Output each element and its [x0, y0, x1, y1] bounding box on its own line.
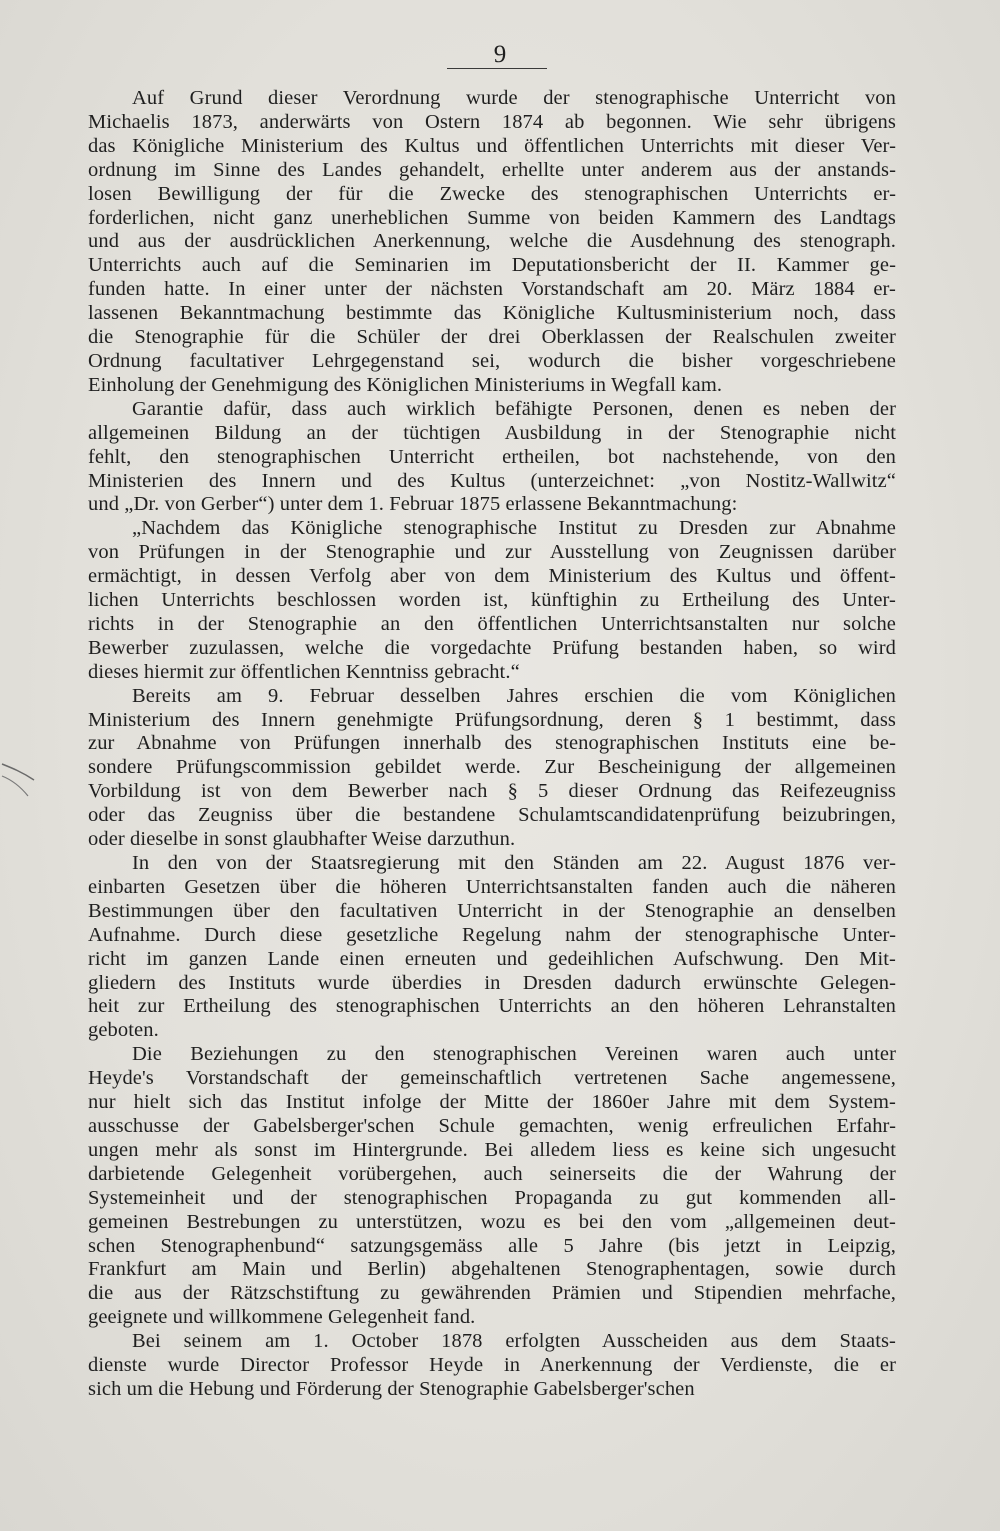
text-line: Bereits am 9. Februar desselben Jahres erschien die vom Königlichen — [132, 684, 896, 707]
text-line: Aufnahme. Durch diese gesetzliche Regelung nahm der stenographische Unter- — [88, 923, 896, 946]
text-line: Bewerber zuzulassen, welche die vorgedachte Prüfung bestanden haben, so wird — [88, 636, 896, 659]
text-line: schen Stenographenbund“ satzungsgemäss alle 5 Jahre (bis jetzt in Leipzig, — [88, 1234, 896, 1257]
text-line: heit zur Ertheilung des stenographischen Unterrichts an den höheren Lehranstalten — [88, 995, 896, 1018]
text-line: gemeinen Bestrebungen zu unterstützen, wozu es bei den vom „allgemeinen deut- — [88, 1210, 896, 1233]
text-line: geboten. — [88, 1019, 159, 1042]
text-line: oder das Zeugniss über die bestandene Schulamtscandidatenprüfung beizubringen, — [88, 804, 896, 827]
text-line: darbietende Gelegenheit vorübergehen, auch seinerseits die der Wahrung der — [88, 1162, 896, 1185]
text-line: geeignete und willkommene Gelegenheit fand. — [88, 1306, 476, 1329]
text-line: In den von der Staatsregierung mit den Ständen am 22. August 1876 ver- — [132, 852, 896, 874]
text-line: Ministerium des Innern genehmigte Prüfungsordnung, deren § 1 bestimmt, dass — [88, 708, 896, 731]
text-line: ausschusse der Gabelsberger'schen Schule gemachten, wenig erfreulichen Erfahr- — [88, 1114, 896, 1137]
text-line: von Prüfungen in der Stenographie und zur Ausstellung von Zeugnissen darüber — [88, 541, 896, 564]
text-line: Heyde's Vorstandschaft der gemeinschaftlich vertretenen Sache angemessene, — [88, 1067, 896, 1090]
text-line: Vorbildung ist von dem Bewerber nach § 5 dieser Ordnung das Reifezeugniss — [88, 780, 896, 803]
text-line: oder dieselbe in sonst glaubhafter Weise darzuthun. — [88, 828, 516, 851]
text-line: Ordnung facultativer Lehrgegenstand sei, wodurch die bisher vorgeschriebene — [88, 349, 896, 372]
text-line: nur hielt sich das Institut infolge der Mitte der 1860er Jahre mit dem System- — [88, 1091, 896, 1114]
text-line: und „Dr. von Gerber“) unter dem 1. Februar 1875 erlassene Bekanntmachung: — [88, 493, 738, 516]
text-line: das Königliche Ministerium des Kultus und öffentlichen Unterrichts mit dieser Ver- — [88, 134, 896, 157]
text-line: zur Abnahme von Prüfungen innerhalb des stenographischen Instituts eine be- — [88, 732, 896, 755]
margin-scan-mark — [0, 760, 40, 800]
text-line: ungen mehr als sonst im Hintergrunde. Bei alledem liess es keine sich ungesucht — [88, 1138, 896, 1161]
text-line: richts in der Stenographie an den öffentlichen Unterrichtsanstalten nur solche — [88, 612, 896, 635]
page-number-rule — [447, 68, 547, 69]
text-line: und aus der ausdrücklichen Anerkennung, welche die Ausdehnung des stenograph. — [88, 230, 896, 253]
text-line: richt im ganzen Lande einen erneuten und gedeihlichen Aufschwung. Den Mit- — [88, 947, 896, 970]
page-number: 9 — [493, 41, 507, 68]
text-line: Auf Grund dieser Verordnung wurde der stenographische Unterricht von — [132, 87, 896, 109]
text-line: die Stenographie für die Schüler der drei Oberklassen der Realschulen zweiter — [88, 326, 896, 349]
text-line: Frankfurt am Main und Berlin) abgehaltenen Stenographentagen, sowie durch — [88, 1258, 896, 1281]
text-line: lichen Unterrichts beschlossen worden ist, künftighin zu Ertheilung des Unter- — [88, 589, 896, 612]
body-text — [88, 87, 896, 1402]
text-line: Michaelis 1873, anderwärts von Ostern 1874 ab begonnen. Wie sehr übrigens — [88, 110, 896, 133]
text-line: Die Beziehungen zu den stenographischen Vereinen waren auch unter — [132, 1043, 896, 1066]
text-line: Bei seinem am 1. October 1878 erfolgten Ausscheiden aus dem Staats- — [132, 1330, 896, 1353]
text-line: ordnung im Sinne des Landes gehandelt, erhellte unter anderem aus der anstands- — [88, 158, 896, 181]
text-line: funden hatte. In einer unter der nächsten Vorstandschaft am 20. März 1884 er- — [88, 278, 896, 301]
text-line: Einholung der Genehmigung des Königlichen Ministeriums in Wegfall kam. — [88, 373, 723, 396]
text-line: „Nachdem das Königliche stenographische Institut zu Dresden zur Abnahme — [132, 517, 896, 540]
text-line: lassenen Bekanntmachung bestimmte das Königliche Kultusministerium noch, dass — [88, 302, 896, 325]
text-line: sondere Prüfungscommission gebildet werde. Zur Bescheinigung der allgemeinen — [88, 756, 896, 779]
text-line: Systemeinheit und der stenographischen Propaganda zu gut kommenden all- — [88, 1186, 896, 1209]
text-line: fehlt, den stenographischen Unterricht ertheilen, bot nachstehende, von den — [88, 445, 896, 468]
text-line: Unterrichts auch auf die Seminarien im Deputationsbericht der II. Kammer ge- — [88, 254, 896, 277]
text-line: dieses hiermit zur öffentlichen Kenntniss gebracht.“ — [88, 660, 520, 683]
text-line: forderlichen, nicht ganz unerheblichen Summe von beiden Kammern des Landtags — [88, 206, 896, 229]
text-line: losen Bewilligung der für die Zwecke des stenographischen Unterrichts er- — [88, 182, 896, 205]
text-line: einbarten Gesetzen über die höheren Unterrichtsanstalten fanden auch die näheren — [88, 875, 896, 898]
text-line: Bestimmungen über den facultativen Unterricht in der Stenographie an denselben — [88, 899, 896, 922]
text-line: Ministerien des Innern und des Kultus (unterzeichnet: „von Nostitz-Wallwitz“ — [88, 469, 896, 492]
text-line: gliedern des Instituts wurde überdies in Dresden dadurch erwünschte Gelegen- — [88, 971, 896, 994]
text-line: ermächtigt, in dessen Verfolg aber von dem Ministerium des Kultus und öffent- — [88, 565, 896, 588]
text-line: allgemeinen Bildung an der tüchtigen Ausbildung in der Stenographie nicht — [88, 421, 896, 444]
text-line: sich um die Hebung und Förderung der Stenographie Gabelsberger'schen — [88, 1377, 695, 1400]
text-line: die aus der Rätzschstiftung zu gewährenden Prämien und Stipendien mehrfache, — [88, 1282, 896, 1305]
text-line: dienste wurde Director Professor Heyde in Anerkennung der Verdienste, die er — [88, 1354, 896, 1377]
text-line: Garantie dafür, dass auch wirklich befähigte Personen, denen es neben der — [132, 397, 896, 420]
